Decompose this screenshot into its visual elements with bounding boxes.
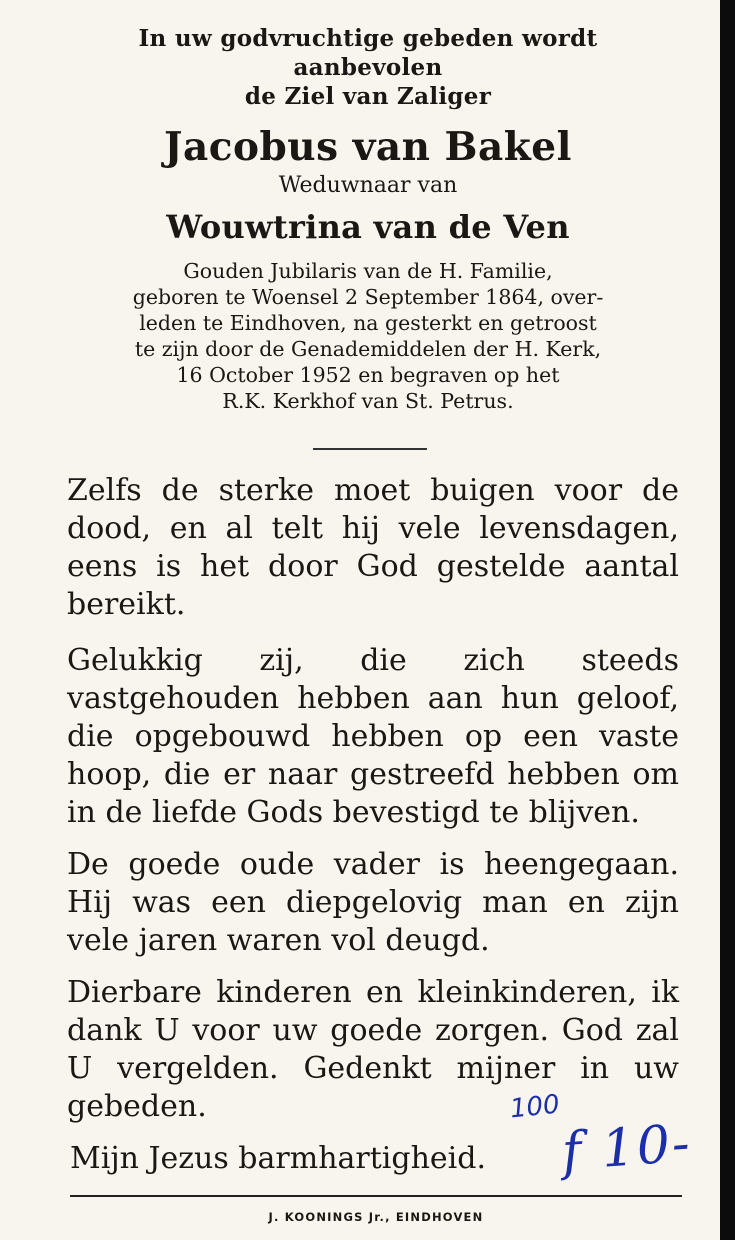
spouse-name: Wouwtrina van de Ven [166, 208, 570, 246]
intro-line-2: aanbevolen [293, 54, 443, 81]
paragraph-3: De goede oude vader is heengegaan. Hij was een diepgelovig man en zijn vele jaren waren vol deugd. [67, 847, 679, 958]
separator-long [70, 1195, 682, 1197]
closing-prayer: Mijn Jezus barmhartigheid. [70, 1141, 487, 1176]
details-line-2: geboren te Woensel 2 September 1864, over- [132, 285, 604, 309]
deceased-name: Jacobus van Bakel [164, 124, 572, 170]
handwritten-note: 100 [508, 1089, 562, 1125]
intro-text [40, 24, 696, 111]
details-line-4: te zijn door de Genademiddelen der H. Kerk, [134, 337, 602, 361]
intro-line-1: In uw godvruchtige gebeden wordt [138, 25, 598, 52]
biographical-details [40, 258, 696, 414]
separator-short [313, 448, 427, 450]
printer-imprint: J. KOONINGS Jr., EINDHOVEN [268, 1210, 484, 1224]
details-line-5: 16 October 1952 en begraven op het [176, 363, 560, 387]
details-line-3: leden te Eindhoven, na gesterkt en getroost [139, 311, 597, 335]
widower-label: Weduwnaar van [278, 173, 458, 198]
intro-line-3: de Ziel van Zaliger [244, 83, 492, 110]
details-line-6: R.K. Kerkhof van St. Petrus. [222, 389, 514, 413]
details-line-1: Gouden Jubilaris van de H. Familie, [183, 259, 553, 283]
paragraph-4: Dierbare kinderen en kleinkinderen, ik dank U voor uw goede zorgen. God zal U vergelden. Gedenkt mijner in uw gebeden. [67, 975, 679, 1124]
paragraph-1: Zelfs de sterke moet buigen voor de dood, en al telt hij vele levensdagen, eens is het door God gestelde aantal bereikt. [67, 473, 679, 622]
handwritten-price: f 10- [560, 1113, 694, 1183]
paragraph-2: Gelukkig zij, die zich steeds vastgehouden hebben aan hun geloof, die opgebouwd hebben op een vaste hoop, die er naar gestreefd hebben om in de liefde Gods bevestigd te blijven. [67, 643, 679, 830]
